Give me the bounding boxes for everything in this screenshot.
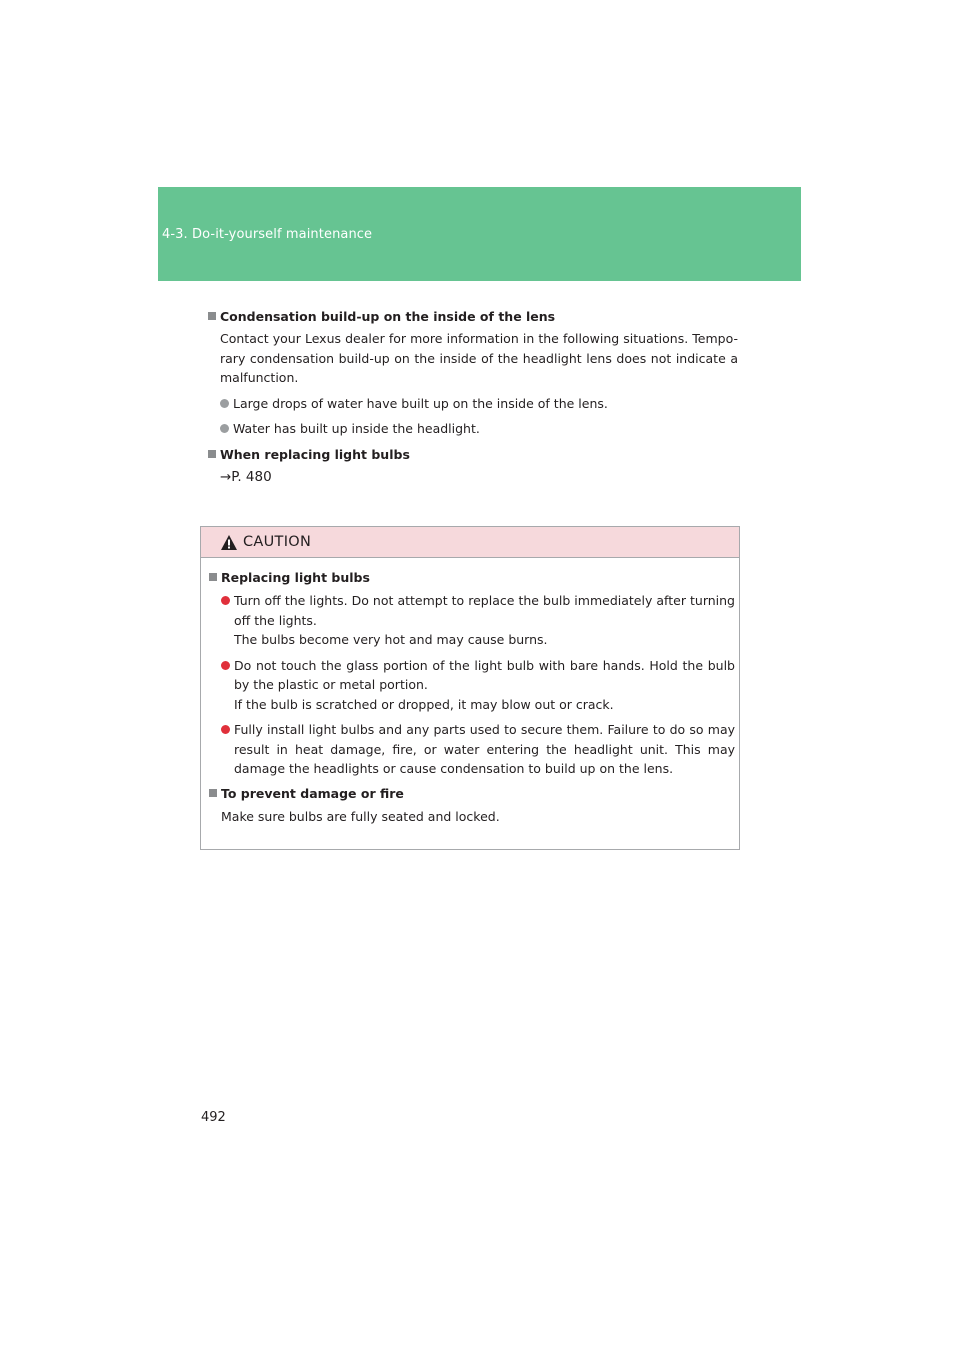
list-item-text: Water has built up inside the headlight. [233, 421, 480, 436]
circle-bullet-icon [220, 424, 229, 433]
caution-heading [209, 786, 735, 801]
square-bullet-icon [209, 573, 217, 581]
page-reference-link[interactable]: →P. 480 [220, 468, 272, 485]
square-bullet-icon [209, 789, 217, 797]
caution-label: CAUTION [243, 534, 312, 550]
circle-bullet-icon [221, 596, 230, 605]
list-item [208, 394, 738, 414]
list-item [209, 591, 735, 650]
section-title: 4-3. Do-it-yourself maintenance [162, 227, 373, 242]
main-content [208, 309, 738, 485]
list-item [209, 720, 735, 779]
warning-icon [220, 534, 238, 551]
heading-text: To prevent damage or fire [221, 785, 404, 801]
page-number: 492 [201, 1110, 226, 1125]
paragraph-line: malfunction. [220, 370, 299, 385]
circle-bullet-icon [220, 399, 229, 408]
caution-heading [209, 570, 735, 585]
caution-paragraph: Make sure bulbs are fully seated and locked. [221, 808, 500, 824]
section-heading [208, 309, 738, 324]
caution-box [200, 526, 740, 850]
list-item-text [234, 720, 735, 779]
heading-text: Replacing light bulbs [221, 570, 370, 585]
square-bullet-icon [208, 312, 216, 320]
list-item [209, 656, 735, 715]
caution-body [209, 570, 735, 826]
paragraph-line: rary condensation build-up on the inside of the headlight lens does not indicate a [220, 350, 738, 366]
circle-bullet-icon [221, 725, 230, 734]
paragraph [208, 329, 738, 388]
list-item-line: Fully install light bulbs and any parts used to secure them. Failure to do so may result in heat damage, fire, or water entering the headlight unit. This may damage the headlights or cause condensation to build up on the lens. [234, 722, 735, 776]
list-item-line: Do not touch the glass portion of the light bulb with bare hands. Hold the bulb by the plastic or metal portion. [234, 657, 735, 692]
caution-header [201, 527, 739, 558]
list-item-text [234, 656, 735, 715]
list-item-line: If the bulb is scratched or dropped, it may blow out or crack. [234, 696, 614, 712]
section-header-band [158, 187, 801, 281]
section-heading [208, 447, 738, 462]
list-item-text: Large drops of water have built up on the inside of the lens. [233, 395, 608, 411]
heading-text: When replacing light bulbs [220, 446, 410, 462]
list-item-text [234, 591, 735, 650]
list-item-line: Turn off the lights. Do not attempt to replace the bulb immediately after turning off the lights. [234, 593, 735, 628]
list-item-line: The bulbs become very hot and may cause burns. [234, 632, 548, 647]
heading-text: Condensation build-up on the inside of the lens [220, 309, 556, 324]
list-item [208, 419, 738, 439]
paragraph-line: Contact your Lexus dealer for more information in the following situations. Tempo- [220, 331, 738, 346]
circle-bullet-icon [221, 661, 230, 670]
square-bullet-icon [208, 450, 216, 458]
